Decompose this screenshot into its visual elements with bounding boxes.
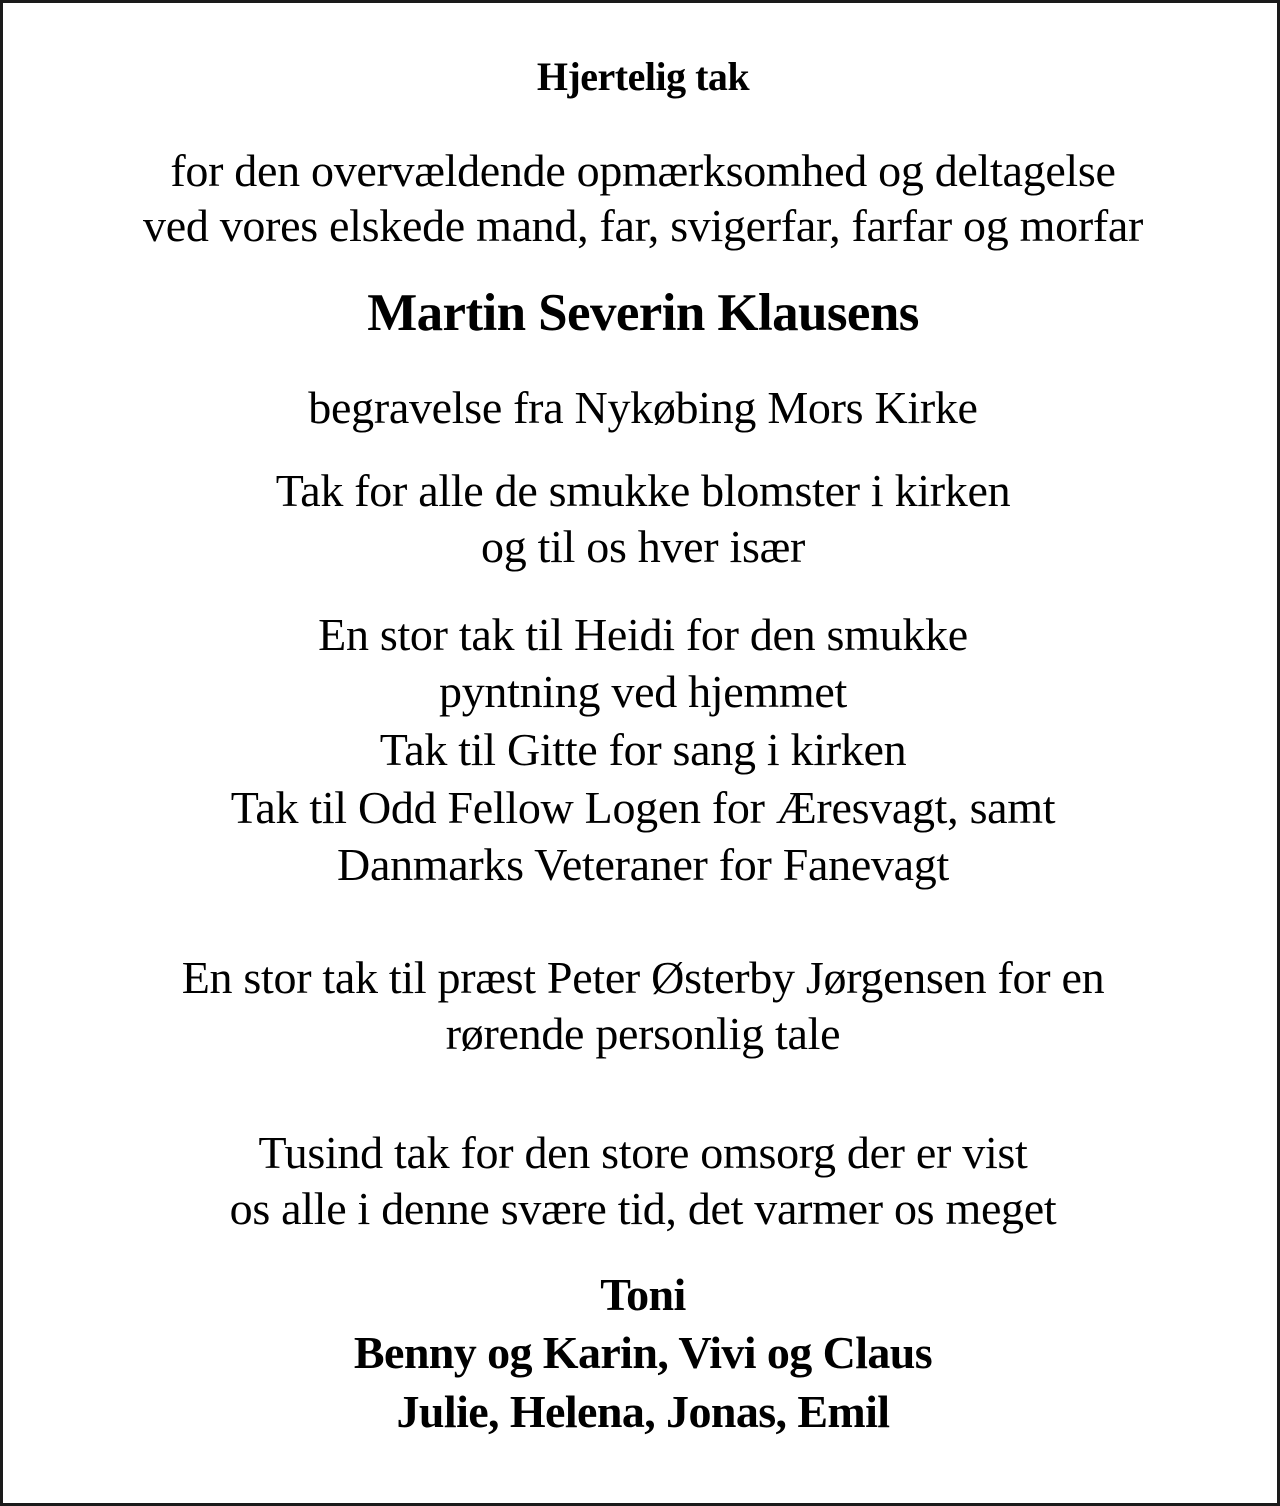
signature-line-2: Benny og Karin, Vivi og Claus: [353, 1327, 933, 1378]
notice-heading: Hjertelig tak: [536, 54, 750, 99]
intro-line-2: ved vores elskede mand, far, svigerfar, farfar og morfar: [143, 200, 1143, 251]
flowers-line-2: og til os hver især: [481, 521, 805, 572]
thanks-line-2: pyntning ved hjemmet: [439, 666, 847, 717]
signature-line-3: Julie, Helena, Jonas, Emil: [396, 1386, 890, 1437]
thanks-line-5: Danmarks Veteraner for Fanevagt: [337, 839, 949, 890]
priest-line-2: rørende personlig tale: [445, 1008, 841, 1059]
thanks-line-4: Tak til Odd Fellow Logen for Æresvagt, samt: [230, 782, 1056, 833]
intro-line-1: for den overvældende opmærksomhed og deltagelse: [170, 145, 1116, 196]
closing-line-1: Tusind tak for den store omsorg der er vist: [258, 1127, 1028, 1178]
thanks-line-1: En stor tak til Heidi for den smukke: [318, 609, 968, 660]
signature-line-1: Toni: [600, 1269, 686, 1320]
flowers-line-1: Tak for alle de smukke blomster i kirken: [275, 465, 1011, 516]
deceased-name: Martin Severin Klausens: [367, 284, 919, 342]
funeral-line: begravelse fra Nykøbing Mors Kirke: [308, 382, 978, 433]
closing-line-2: os alle i denne svære tid, det varmer os meget: [229, 1183, 1057, 1234]
thanks-line-3: Tak til Gitte for sang i kirken: [379, 724, 907, 775]
priest-line-1: En stor tak til præst Peter Østerby Jørgensen for en: [181, 952, 1105, 1003]
